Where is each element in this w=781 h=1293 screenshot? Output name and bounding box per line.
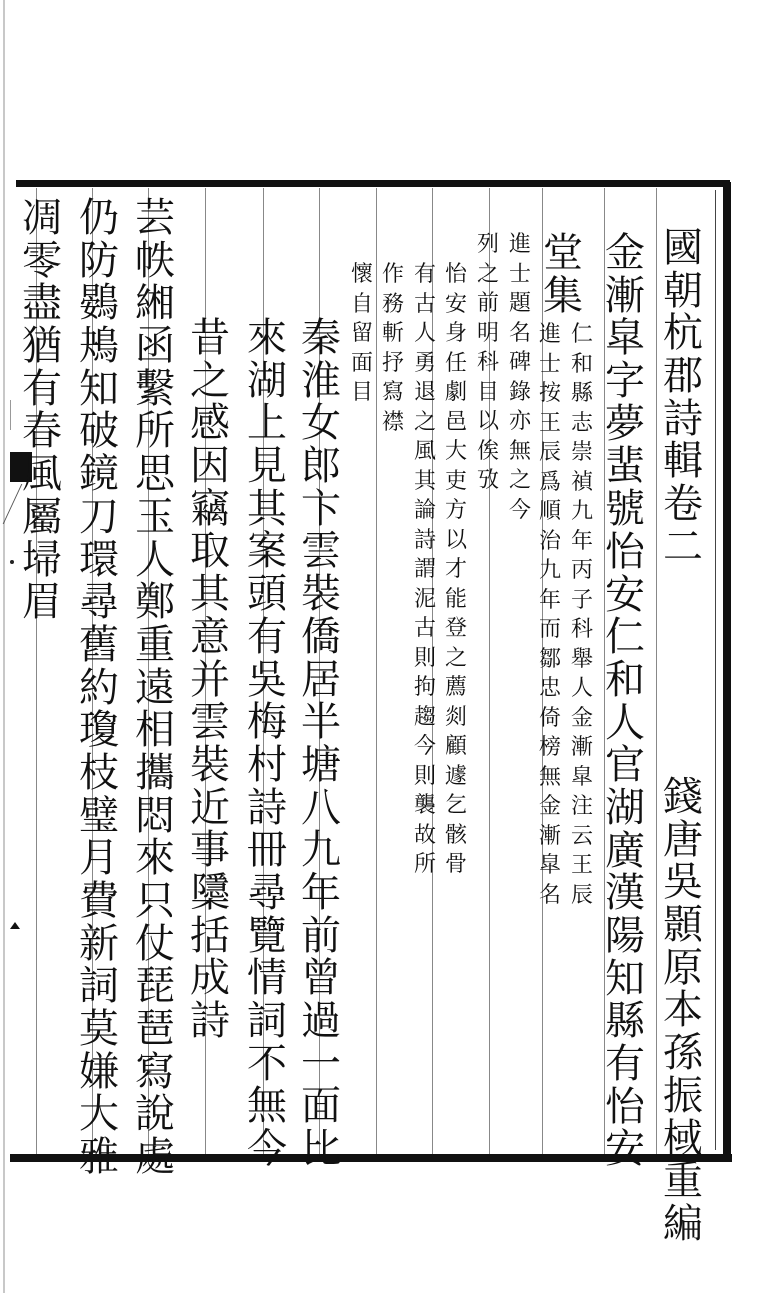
glyph: 怡 [444, 262, 467, 287]
glyph: 按 [538, 381, 561, 406]
glyph: 九 [301, 827, 341, 874]
glyph: 孫 [663, 1030, 703, 1077]
glyph: 芸 [135, 195, 175, 241]
glyph: 登 [444, 616, 467, 641]
glyph: 安 [605, 571, 645, 618]
glyph: 漸 [570, 735, 593, 760]
glyph: 約 [79, 664, 119, 711]
glyph: 新 [79, 920, 119, 967]
glyph: 之 [508, 468, 531, 493]
glyph: 緗 [135, 280, 175, 327]
glyph: 詞 [247, 998, 287, 1044]
glyph: 故 [413, 822, 436, 848]
glyph: 悶 [135, 792, 175, 839]
glyph: 大 [79, 1091, 119, 1138]
glyph: 人 [413, 321, 436, 346]
glyph: 陽 [605, 913, 645, 959]
glyph: 不 [247, 1040, 287, 1087]
glyph: 邑 [444, 409, 467, 435]
glyph: 年 [538, 587, 561, 613]
glyph: 有 [605, 1041, 645, 1088]
glyph: 懷 [350, 262, 373, 287]
glyph: 感 [190, 400, 230, 447]
glyph: 身 [444, 321, 467, 346]
text-column-c15 [17, 195, 67, 626]
glyph: 目 [350, 380, 373, 405]
glyph: 方 [444, 498, 467, 523]
glyph: 九 [570, 499, 593, 524]
glyph: 本 [663, 987, 703, 1034]
glyph: 亦 [508, 409, 531, 434]
glyph: 寫 [135, 1048, 175, 1095]
glyph: 卞 [301, 485, 341, 532]
column-rule [656, 188, 657, 1154]
glyph: 湖 [605, 784, 645, 831]
glyph: 原 [663, 944, 703, 991]
glyph: 春 [22, 408, 62, 455]
glyph: 知 [605, 955, 645, 1002]
glyph: 尋 [247, 869, 287, 916]
glyph: 之 [190, 357, 230, 404]
glyph: 二 [663, 523, 703, 570]
glyph: 上 [247, 400, 287, 447]
glyph: 仗 [135, 920, 175, 967]
glyph: 相 [135, 707, 175, 754]
glyph: 字 [605, 358, 645, 405]
glyph: 昔 [190, 315, 230, 361]
glyph: 前 [301, 912, 341, 959]
glyph: 和 [605, 656, 645, 703]
frame-right-inner-line [715, 190, 716, 1150]
glyph: 取 [190, 528, 230, 575]
glyph: 淮 [301, 357, 341, 404]
glyph: 輯 [663, 438, 703, 485]
text-column-c1 [658, 225, 708, 570]
glyph: 雲 [301, 528, 341, 575]
glyph: 抒 [381, 350, 404, 376]
glyph: 號 [605, 486, 645, 533]
text-column-c10 [296, 315, 346, 1173]
glyph: 夢 [605, 400, 645, 447]
glyph: 仁 [605, 614, 645, 661]
text-column-c11 [242, 315, 292, 1173]
glyph: 列 [476, 232, 499, 257]
glyph: 嫌 [79, 1048, 119, 1095]
glyph: 薦 [444, 675, 467, 700]
glyph: 編 [663, 1200, 703, 1247]
glyph: 乞 [444, 793, 467, 818]
glyph: 縣 [570, 381, 593, 406]
text-column-c2 [600, 230, 650, 1173]
glyph: 重 [663, 1158, 703, 1205]
glyph: 櫽 [190, 869, 230, 916]
text-column-c4 [507, 233, 533, 528]
glyph: 科 [476, 350, 499, 375]
glyph: 舉 [570, 646, 593, 672]
glyph: 思 [135, 451, 175, 498]
glyph: 郎 [301, 443, 341, 490]
glyph: 繫 [135, 365, 175, 412]
glyph: 金 [538, 794, 561, 819]
glyph: 村 [247, 741, 287, 788]
glyph: 來 [135, 835, 175, 882]
glyph: 環 [79, 536, 119, 583]
glyph: 俟 [476, 438, 499, 464]
glyph: 則 [413, 645, 436, 671]
glyph: 皐 [605, 315, 645, 362]
glyph: 剡 [444, 704, 467, 730]
glyph: 尋 [79, 579, 119, 626]
glyph: 梅 [247, 699, 287, 746]
glyph: 說 [135, 1091, 175, 1138]
glyph: 事 [190, 827, 230, 874]
text-column-c7 [412, 263, 438, 883]
glyph: 有 [413, 262, 436, 287]
glyph: 縣 [605, 998, 645, 1045]
glyph: 能 [444, 586, 467, 612]
glyph: 之 [444, 645, 467, 671]
glyph: 重 [135, 621, 175, 668]
text-column-c3b [569, 323, 595, 913]
glyph: 科 [570, 617, 593, 642]
glyph: 人 [570, 676, 593, 701]
glyph: 志 [570, 410, 593, 436]
glyph: 破 [79, 408, 119, 455]
glyph: 士 [508, 261, 531, 287]
glyph: 古 [413, 291, 436, 317]
text-column-c1b [658, 774, 708, 1247]
glyph: 年 [570, 528, 593, 554]
glyph: 榜 [538, 735, 561, 760]
glyph: 所 [413, 852, 436, 877]
glyph: 襟 [381, 409, 404, 435]
glyph: 王 [538, 410, 561, 436]
text-column-c5 [475, 233, 501, 499]
glyph: 卷 [663, 481, 703, 528]
glyph: 前 [476, 291, 499, 316]
glyph: 云 [570, 823, 593, 849]
glyph: 今 [413, 734, 436, 759]
glyph: 鏡 [79, 451, 119, 498]
glyph: 詩 [247, 784, 287, 831]
text-column-c12 [185, 315, 235, 1044]
glyph: 并 [190, 656, 230, 703]
glyph: 廣 [605, 827, 645, 874]
glyph: 漸 [605, 272, 645, 319]
glyph: 秦 [301, 315, 341, 361]
text-column-c13 [130, 195, 180, 1181]
glyph: 湖 [247, 357, 287, 404]
glyph: 大 [444, 439, 467, 464]
glyph: 其 [247, 485, 287, 532]
glyph: 年 [301, 869, 341, 916]
glyph: 莫 [79, 1006, 119, 1053]
glyph: 鄒 [538, 646, 561, 672]
glyph: 攷 [476, 468, 499, 493]
glyph: 瓊 [79, 707, 119, 754]
glyph: 情 [247, 955, 287, 1002]
glyph: 因 [190, 443, 230, 490]
glyph: 刀 [79, 493, 119, 540]
glyph: 則 [413, 763, 436, 789]
glyph: 郡 [663, 353, 703, 400]
glyph: 成 [190, 955, 230, 1002]
glyph: 襲 [413, 793, 436, 818]
glyph: 皐 [570, 764, 593, 790]
glyph: 其 [190, 571, 230, 618]
glyph: 半 [301, 699, 341, 746]
glyph: 所 [135, 408, 175, 455]
glyph: 名 [508, 320, 531, 346]
glyph: 其 [413, 468, 436, 494]
glyph: 自 [350, 291, 373, 317]
glyph: 劇 [444, 380, 467, 405]
glyph: 順 [538, 499, 561, 524]
glyph: 堂 [543, 230, 583, 276]
glyph: 退 [413, 380, 436, 405]
glyph: 士 [538, 351, 561, 377]
glyph: 攜 [135, 749, 175, 796]
glyph: 和 [570, 351, 593, 377]
glyph: 杭 [663, 310, 703, 357]
glyph: 振 [663, 1072, 703, 1119]
glyph: 注 [570, 794, 593, 819]
glyph: 八 [301, 784, 341, 831]
glyph: 王 [570, 853, 593, 878]
glyph: 唐 [663, 816, 703, 863]
page-edge-line [3, 0, 5, 1293]
glyph: 有 [247, 613, 287, 660]
glyph: 官 [605, 742, 645, 789]
text-column-c9 [349, 263, 375, 411]
glyph: 顧 [444, 734, 467, 759]
glyph: 處 [135, 1134, 175, 1181]
glyph: 金 [605, 230, 645, 276]
glyph: 論 [413, 498, 436, 523]
glyph: 泥 [413, 586, 436, 612]
frame-top-border [16, 180, 730, 187]
glyph: 只 [135, 878, 175, 924]
glyph: 爲 [538, 469, 561, 495]
glyph: 眉 [22, 579, 62, 626]
glyph: 人 [135, 536, 175, 583]
frame-right-border [723, 182, 731, 1160]
margin-mark-arrow [10, 922, 20, 929]
glyph: 之 [476, 261, 499, 287]
glyph: 盡 [22, 280, 62, 327]
glyph: 辰 [570, 882, 593, 908]
glyph: 碑 [508, 350, 531, 375]
glyph: 拘 [413, 675, 436, 700]
glyph: 鷃 [79, 280, 119, 327]
glyph: 舊 [79, 621, 119, 668]
glyph: 居 [301, 656, 341, 703]
glyph: 怡 [605, 528, 645, 575]
glyph: 作 [381, 262, 404, 287]
glyph: 凋 [22, 195, 62, 241]
glyph: 骸 [444, 822, 467, 848]
glyph: 忠 [538, 676, 561, 701]
glyph: 朝 [663, 267, 703, 314]
glyph: 詩 [663, 395, 703, 442]
glyph: 以 [476, 409, 499, 434]
glyph: 安 [605, 1126, 645, 1173]
glyph: 女 [301, 400, 341, 447]
glyph: 琵 [135, 963, 175, 1010]
glyph: 零 [22, 237, 62, 284]
text-column-c6 [443, 263, 469, 883]
glyph: 曾 [301, 955, 341, 1002]
glyph: 防 [79, 237, 119, 284]
glyph: 集 [543, 272, 583, 319]
glyph: 漢 [605, 870, 645, 917]
glyph: 帙 [135, 237, 175, 284]
glyph: 埽 [22, 536, 62, 583]
glyph: 吳 [247, 656, 287, 703]
glyph: 鴂 [79, 323, 119, 370]
glyph: 崇 [570, 440, 593, 465]
glyph: 猶 [22, 323, 62, 370]
glyph: 遠 [135, 664, 175, 711]
glyph: 雅 [79, 1134, 119, 1181]
glyph: 僑 [301, 613, 341, 660]
glyph: 屬 [22, 493, 62, 540]
glyph: 過 [301, 998, 341, 1044]
glyph: 棫 [663, 1115, 703, 1162]
glyph: 意 [190, 613, 230, 660]
glyph: 玉 [135, 493, 175, 540]
text-column-c3a [538, 230, 588, 319]
glyph: 仁 [570, 322, 593, 347]
glyph: 謂 [413, 557, 436, 582]
glyph: 仍 [79, 195, 119, 241]
glyph: 名 [538, 882, 561, 908]
glyph: 辰 [538, 440, 561, 465]
glyph: 任 [444, 350, 467, 376]
glyph: 錄 [508, 379, 531, 405]
glyph: 寫 [381, 380, 404, 405]
glyph: 骨 [444, 852, 467, 877]
glyph: 枝 [79, 749, 119, 796]
glyph: 面 [350, 350, 373, 376]
glyph: 勇 [413, 350, 436, 376]
glyph: 知 [79, 365, 119, 412]
glyph: 月 [79, 835, 119, 882]
glyph: 有 [22, 365, 62, 412]
glyph: 塘 [301, 741, 341, 788]
glyph: 才 [444, 557, 467, 582]
glyph: 安 [444, 291, 467, 317]
glyph: 顥 [663, 902, 703, 949]
margin-mark-dot [10, 560, 14, 564]
glyph: 詩 [190, 998, 230, 1044]
glyph: 吳 [663, 859, 703, 906]
glyph: 詞 [79, 963, 119, 1010]
glyph: 琶 [135, 1006, 175, 1053]
glyph: 來 [247, 315, 287, 361]
glyph: 見 [247, 443, 287, 490]
glyph: 斬 [381, 321, 404, 346]
glyph: 冊 [247, 827, 287, 874]
glyph: 漸 [538, 823, 561, 849]
glyph: 璧 [79, 792, 119, 839]
text-column-c3c [537, 323, 563, 913]
glyph: 國 [663, 225, 703, 271]
glyph: 面 [301, 1083, 341, 1130]
glyph: 之 [413, 409, 436, 435]
glyph: 近 [190, 784, 230, 831]
glyph: 皐 [538, 853, 561, 878]
glyph: 禎 [570, 469, 593, 495]
glyph: 裝 [301, 571, 341, 618]
glyph: 風 [413, 439, 436, 464]
glyph: 人 [605, 699, 645, 746]
glyph: 治 [538, 528, 561, 554]
glyph: 比 [301, 1126, 341, 1173]
glyph: 無 [508, 438, 531, 464]
text-column-c8 [380, 263, 406, 440]
glyph: 金 [570, 705, 593, 731]
glyph: 怡 [605, 1083, 645, 1130]
glyph: 留 [350, 321, 373, 346]
glyph: 費 [79, 878, 119, 924]
glyph: 案 [247, 528, 287, 575]
glyph: 錢 [663, 774, 703, 820]
glyph: 今 [247, 1126, 287, 1173]
column-rule [376, 188, 377, 1154]
glyph: 進 [508, 232, 531, 257]
glyph: 鄭 [135, 579, 175, 626]
glyph: 進 [538, 322, 561, 347]
glyph: 風 [22, 451, 62, 498]
glyph: 九 [538, 558, 561, 583]
glyph: 趨 [413, 704, 436, 730]
glyph: 雲 [190, 699, 230, 746]
glyph: 倚 [538, 705, 561, 731]
glyph: 竊 [190, 485, 230, 532]
glyph: 詩 [413, 527, 436, 553]
glyph: 裝 [190, 741, 230, 788]
glyph: 遽 [444, 763, 467, 789]
glyph: 蜚 [605, 443, 645, 490]
glyph: 頭 [247, 571, 287, 618]
glyph: 函 [135, 323, 175, 370]
glyph: 以 [444, 527, 467, 553]
glyph: 丙 [570, 558, 593, 583]
glyph: 無 [247, 1083, 287, 1130]
glyph: 子 [570, 587, 593, 613]
glyph: 古 [413, 616, 436, 641]
glyph: 覽 [247, 912, 287, 959]
glyph: 明 [476, 320, 499, 346]
glyph: 務 [381, 291, 404, 317]
glyph: 吏 [444, 468, 467, 494]
glyph: 目 [476, 379, 499, 405]
glyph: 無 [538, 764, 561, 790]
text-column-c14 [74, 195, 124, 1181]
glyph: 今 [508, 497, 531, 523]
glyph: 而 [538, 617, 561, 642]
glyph: 括 [190, 912, 230, 959]
glyph: 題 [508, 291, 531, 316]
glyph: 一 [301, 1040, 341, 1087]
